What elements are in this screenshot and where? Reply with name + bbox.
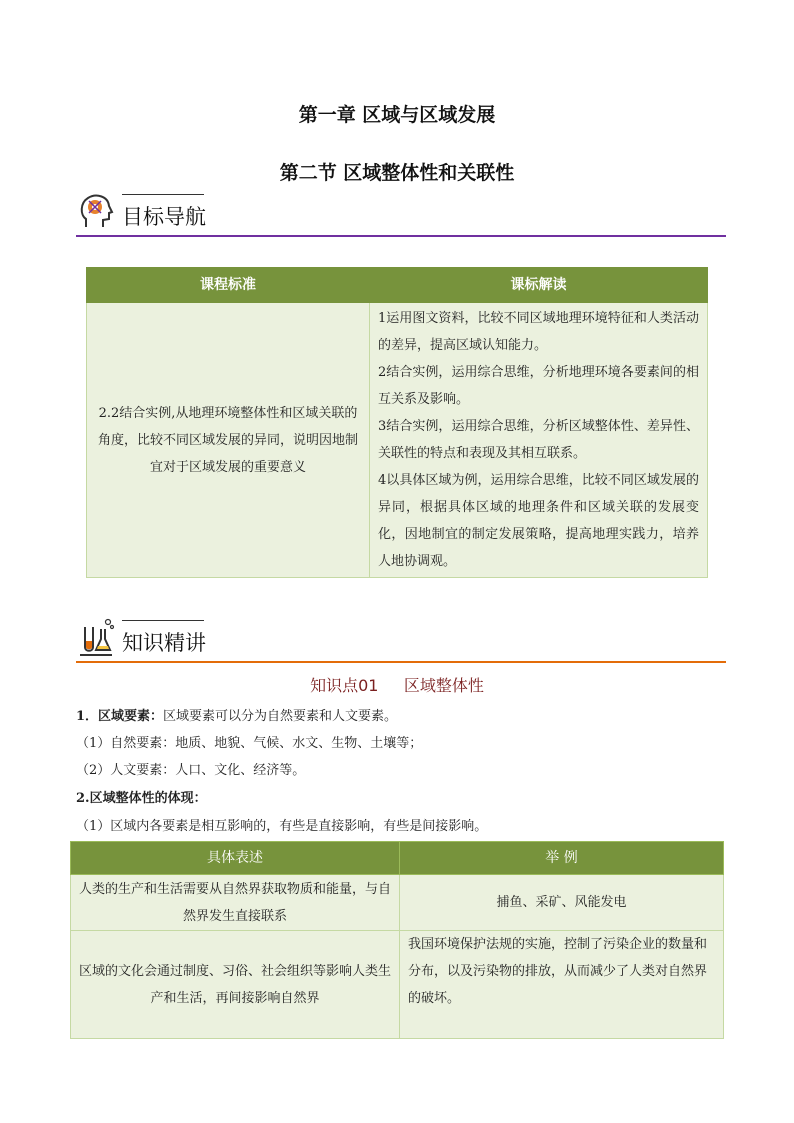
example-header-row [71,842,724,875]
interpretation-item: 2结合实例，运用综合思维，分析地理环境各要素间的相互关系及影响。 [378,365,699,407]
header-underline [76,661,726,663]
knowledge-section-label: 知识精讲 [122,631,206,655]
interpretation-item: 4以具体区域为例，运用综合思维，比较不同区域发展的异同，根据具体区域的地理条件和区域关联的发展变化，因地制宜的制定发展策略，提高地理实践力，培养人地协调观。 [378,473,699,569]
chapter-title: 第一章 区域与区域发展 [298,104,496,126]
standards-table [86,267,708,578]
standards-header-row [87,268,708,303]
knowledge-section-header [76,617,726,663]
description-cell: 人类的生产和生活需要从自然界获取物质和能量，与自然界发生直接联系 [71,875,400,931]
header-overline [122,194,204,195]
flask-icon [76,617,116,657]
knowledge-point-title [0,673,794,696]
paragraph-heading: 1．区域要素： [76,709,164,724]
paragraph-integrity-1: （1）区域内各要素是相互影响的，有些是直接影响，有些是间接影响。 [76,819,488,834]
header-overline [122,620,204,621]
table-row [71,931,724,1039]
table-row [71,875,724,931]
nav-section-label: 目标导航 [122,205,206,229]
example-cell: 捕鱼、采矿、风能发电 [400,875,724,931]
interpretation-item: 1运用图文资料，比较不同区域地理环境特征和人类活动的差异，提高区域认知能力。 [378,311,699,353]
header-course-standard: 课程标准 [87,268,370,303]
interpretation-cell [370,303,708,578]
interpretation-item: 3结合实例，运用综合思维，分析区域整体性、差异性、关联性的特点和表现及其相互联系。 [378,419,699,461]
nav-section-header [76,191,726,237]
paragraph-text: 区域要素可以分为自然要素和人文要素。 [163,709,398,724]
description-cell: 区域的文化会通过制度、习俗、社会组织等影响人类生产和生活，再间接影响自然界 [71,931,400,1039]
header-example: 举 例 [400,842,724,875]
header-interpretation: 课标解读 [370,268,708,303]
course-standard-cell: 2.2结合实例,从地理环境整体性和区域关联的角度，比较不同区域发展的异同，说明因地制宜对于区域发展的重要意义 [87,303,370,578]
example-cell: 我国环境保护法规的实施，控制了污染企业的数量和分布，以及污染物的排放，从而减少了人类对自然界的破坏。 [400,931,724,1039]
paragraph-heading-integrity: 2.区域整体性的体现： [76,791,207,806]
knowledge-point-name: 区域整体性 [403,676,484,695]
brain-gear-icon [76,191,116,231]
section-title: 第二节 区域整体性和关联性 [279,162,515,184]
standards-body-row [87,303,708,578]
header-underline [76,235,726,237]
header-description: 具体表述 [71,842,400,875]
paragraph-natural: （1）自然要素：地质、地貌、气候、水文、生物、土壤等； [76,736,423,751]
paragraph-region-elements [76,705,397,724]
example-table [70,841,724,1039]
paragraph-human: （2）人文要素：人口、文化、经济等。 [76,763,306,778]
knowledge-point-number: 知识点01 [310,676,379,695]
